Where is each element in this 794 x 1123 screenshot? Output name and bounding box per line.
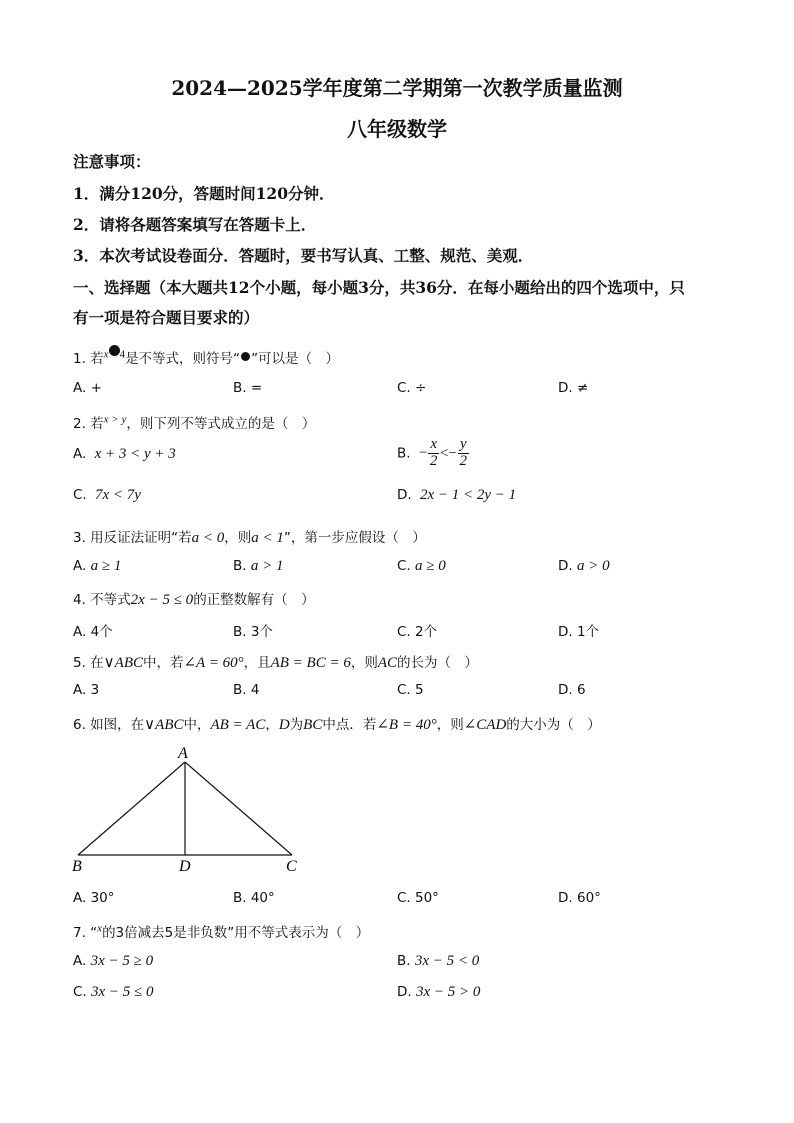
math-expr: a ≥ 1 — [90, 558, 122, 574]
option-d — [397, 984, 480, 1001]
option-b: B. 4 — [233, 682, 260, 698]
numerator: y — [459, 436, 467, 452]
option-c — [397, 558, 446, 575]
question-text: 3. 用反证法证明“若 — [73, 530, 192, 546]
numerator: x — [430, 436, 437, 452]
question-text: ，则下列不等式成立的是（ ） — [126, 416, 316, 432]
question-text: 中， — [183, 717, 211, 733]
side-ac — [185, 762, 292, 855]
option-label: D. — [558, 558, 573, 574]
math-expr: 2x − 5 ≤ 0 — [130, 592, 194, 608]
denominator: 2 — [429, 452, 438, 469]
option-label: B. — [233, 558, 247, 574]
option-b: B. 40° — [233, 890, 275, 906]
math-expr: 3x − 5 > 0 — [415, 984, 481, 1000]
fraction — [458, 437, 469, 470]
question-text: 的3倍减去5是非负数”用不等式表示为（ ） — [102, 925, 370, 941]
option-c — [73, 984, 154, 1001]
option-label: A. — [73, 558, 87, 574]
math-expr: 3x − 5 < 0 — [414, 953, 480, 969]
question-7 — [73, 921, 369, 941]
math-expr: a > 1 — [250, 558, 284, 574]
vertex-label-a: A — [178, 745, 188, 762]
math-expr: AC — [377, 655, 397, 671]
question-text: 的正整数解有（ ） — [193, 592, 315, 608]
option-label: A. — [73, 953, 87, 969]
page-title: 2024—2025学年度第二学期第一次教学质量监测 — [171, 76, 623, 100]
question-text: 7. “ — [73, 925, 98, 941]
question-text: 中点．若 — [322, 717, 377, 733]
option-b — [397, 437, 470, 470]
question-text: ”可以是（ ） — [251, 351, 340, 367]
math-var: x — [97, 922, 103, 935]
question-text: ，则 — [224, 530, 252, 546]
less-than-sign: < — [440, 445, 449, 462]
question-text: ，则 — [350, 655, 378, 671]
option-b: B. = — [233, 380, 263, 396]
option-c: C. 2个 — [397, 624, 438, 640]
math-expr: ∨ABC — [103, 655, 143, 671]
question-text: ，则 — [436, 717, 464, 733]
option-a: A. + — [73, 380, 102, 396]
black-dot-icon — [109, 345, 120, 356]
math-expr: 2x − 1 < 2y − 1 — [419, 487, 517, 503]
option-label: C. — [73, 984, 87, 1000]
option-a: A. 4个 — [73, 624, 113, 640]
vertex-label-b: B — [72, 858, 82, 875]
vertex-label-d: D — [179, 858, 191, 875]
page-subtitle: 八年级数学 — [347, 117, 447, 141]
option-d — [397, 487, 516, 504]
option-b — [233, 558, 283, 575]
math-expr: BC — [303, 717, 323, 733]
notice-item: 3．本次考试设卷面分．答题时，要书写认真、工整、规范、美观． — [73, 246, 534, 265]
question-text: 为 — [289, 717, 304, 733]
denominator: 2 — [459, 452, 468, 469]
question-text: 的大小为（ ） — [506, 717, 601, 733]
math-expr: ∨ABC — [144, 717, 184, 733]
question-text: 6. 如图，在 — [73, 717, 145, 733]
question-text: ， — [265, 717, 279, 733]
math-expr: 3x − 5 ≥ 0 — [90, 953, 154, 969]
math-var: x — [103, 348, 109, 361]
math-expr: a < 1 — [251, 530, 284, 546]
option-label: B. — [397, 953, 411, 969]
option-c: C. 5 — [397, 682, 424, 698]
option-b — [397, 953, 479, 970]
question-5 — [73, 651, 478, 672]
question-text: 的长为（ ） — [397, 655, 478, 671]
option-b: B. 3个 — [233, 624, 273, 640]
question-text: 5. 在 — [73, 655, 104, 671]
option-c: C. ÷ — [397, 380, 427, 396]
math-num: 4 — [119, 348, 126, 361]
math-expr: AB = AC — [210, 717, 266, 733]
option-d — [558, 558, 610, 575]
math-expr: x + 3 < y + 3 — [94, 446, 176, 462]
question-6 — [73, 713, 601, 734]
option-d: D. 60° — [558, 890, 601, 906]
option-c — [73, 487, 141, 504]
math-expr: ∠CAD — [463, 717, 507, 733]
option-a: A. 30° — [73, 890, 115, 906]
vertex-label-c: C — [286, 858, 297, 875]
notice-item: 2．请将各题答案填写在答题卡上． — [73, 215, 317, 234]
math-expr: a > 0 — [576, 558, 610, 574]
option-a — [73, 953, 153, 970]
math-expr: ∠A = 60° — [183, 655, 244, 671]
section-heading-cont: 有一项是符合题目要求的） — [73, 308, 260, 327]
option-a — [73, 558, 121, 575]
notice-item: 1．满分120分，答题时间120分钟． — [73, 184, 335, 203]
question-text: 4. 不等式 — [73, 592, 131, 608]
option-d: D. 1个 — [558, 624, 600, 640]
black-dot-icon — [241, 352, 250, 361]
math-expr: D — [278, 717, 290, 733]
notice-heading: 注意事项： — [73, 152, 151, 171]
minus-sign: − — [418, 445, 428, 462]
math-expr: x > y — [103, 413, 127, 426]
question-4 — [73, 588, 315, 609]
triangle-figure — [60, 740, 320, 875]
side-ab — [78, 762, 185, 855]
option-label: D. — [397, 984, 412, 1000]
option-d: D. 6 — [558, 682, 586, 698]
question-2 — [73, 412, 315, 432]
math-expr: ∠B = 40° — [376, 717, 437, 733]
math-expr: AB = BC = 6 — [270, 655, 351, 671]
option-label: C. — [73, 487, 87, 503]
question-text: ，且 — [243, 655, 271, 671]
section-heading: 一、选择题（本大题共12个小题，每小题3分，共36分．在每小题给出的四个选项中，只 — [73, 278, 685, 297]
fraction — [428, 437, 439, 470]
option-label: D. — [397, 487, 412, 503]
question-text: 是不等式，则符号“ — [125, 351, 241, 367]
math-expr: a ≥ 0 — [415, 558, 446, 574]
option-label: A. — [73, 446, 87, 462]
option-label: B. — [397, 445, 411, 462]
question-text: ”，第一步应假设（ ） — [283, 530, 426, 546]
question-text: 中，若 — [142, 655, 184, 671]
math-expr: a < 0 — [191, 530, 225, 546]
question-1 — [73, 345, 339, 367]
option-a — [73, 446, 176, 463]
option-c: C. 50° — [397, 890, 439, 906]
question-text: 1. 若 — [73, 351, 104, 367]
question-text: 2. 若 — [73, 416, 104, 432]
question-3 — [73, 526, 426, 547]
option-a: A. 3 — [73, 682, 100, 698]
minus-sign: − — [448, 445, 457, 462]
math-expr: 3x − 5 ≤ 0 — [91, 984, 154, 1000]
option-d: D. ≠ — [558, 380, 589, 396]
math-expr: 7x < 7y — [95, 487, 141, 503]
option-label: C. — [397, 558, 411, 574]
